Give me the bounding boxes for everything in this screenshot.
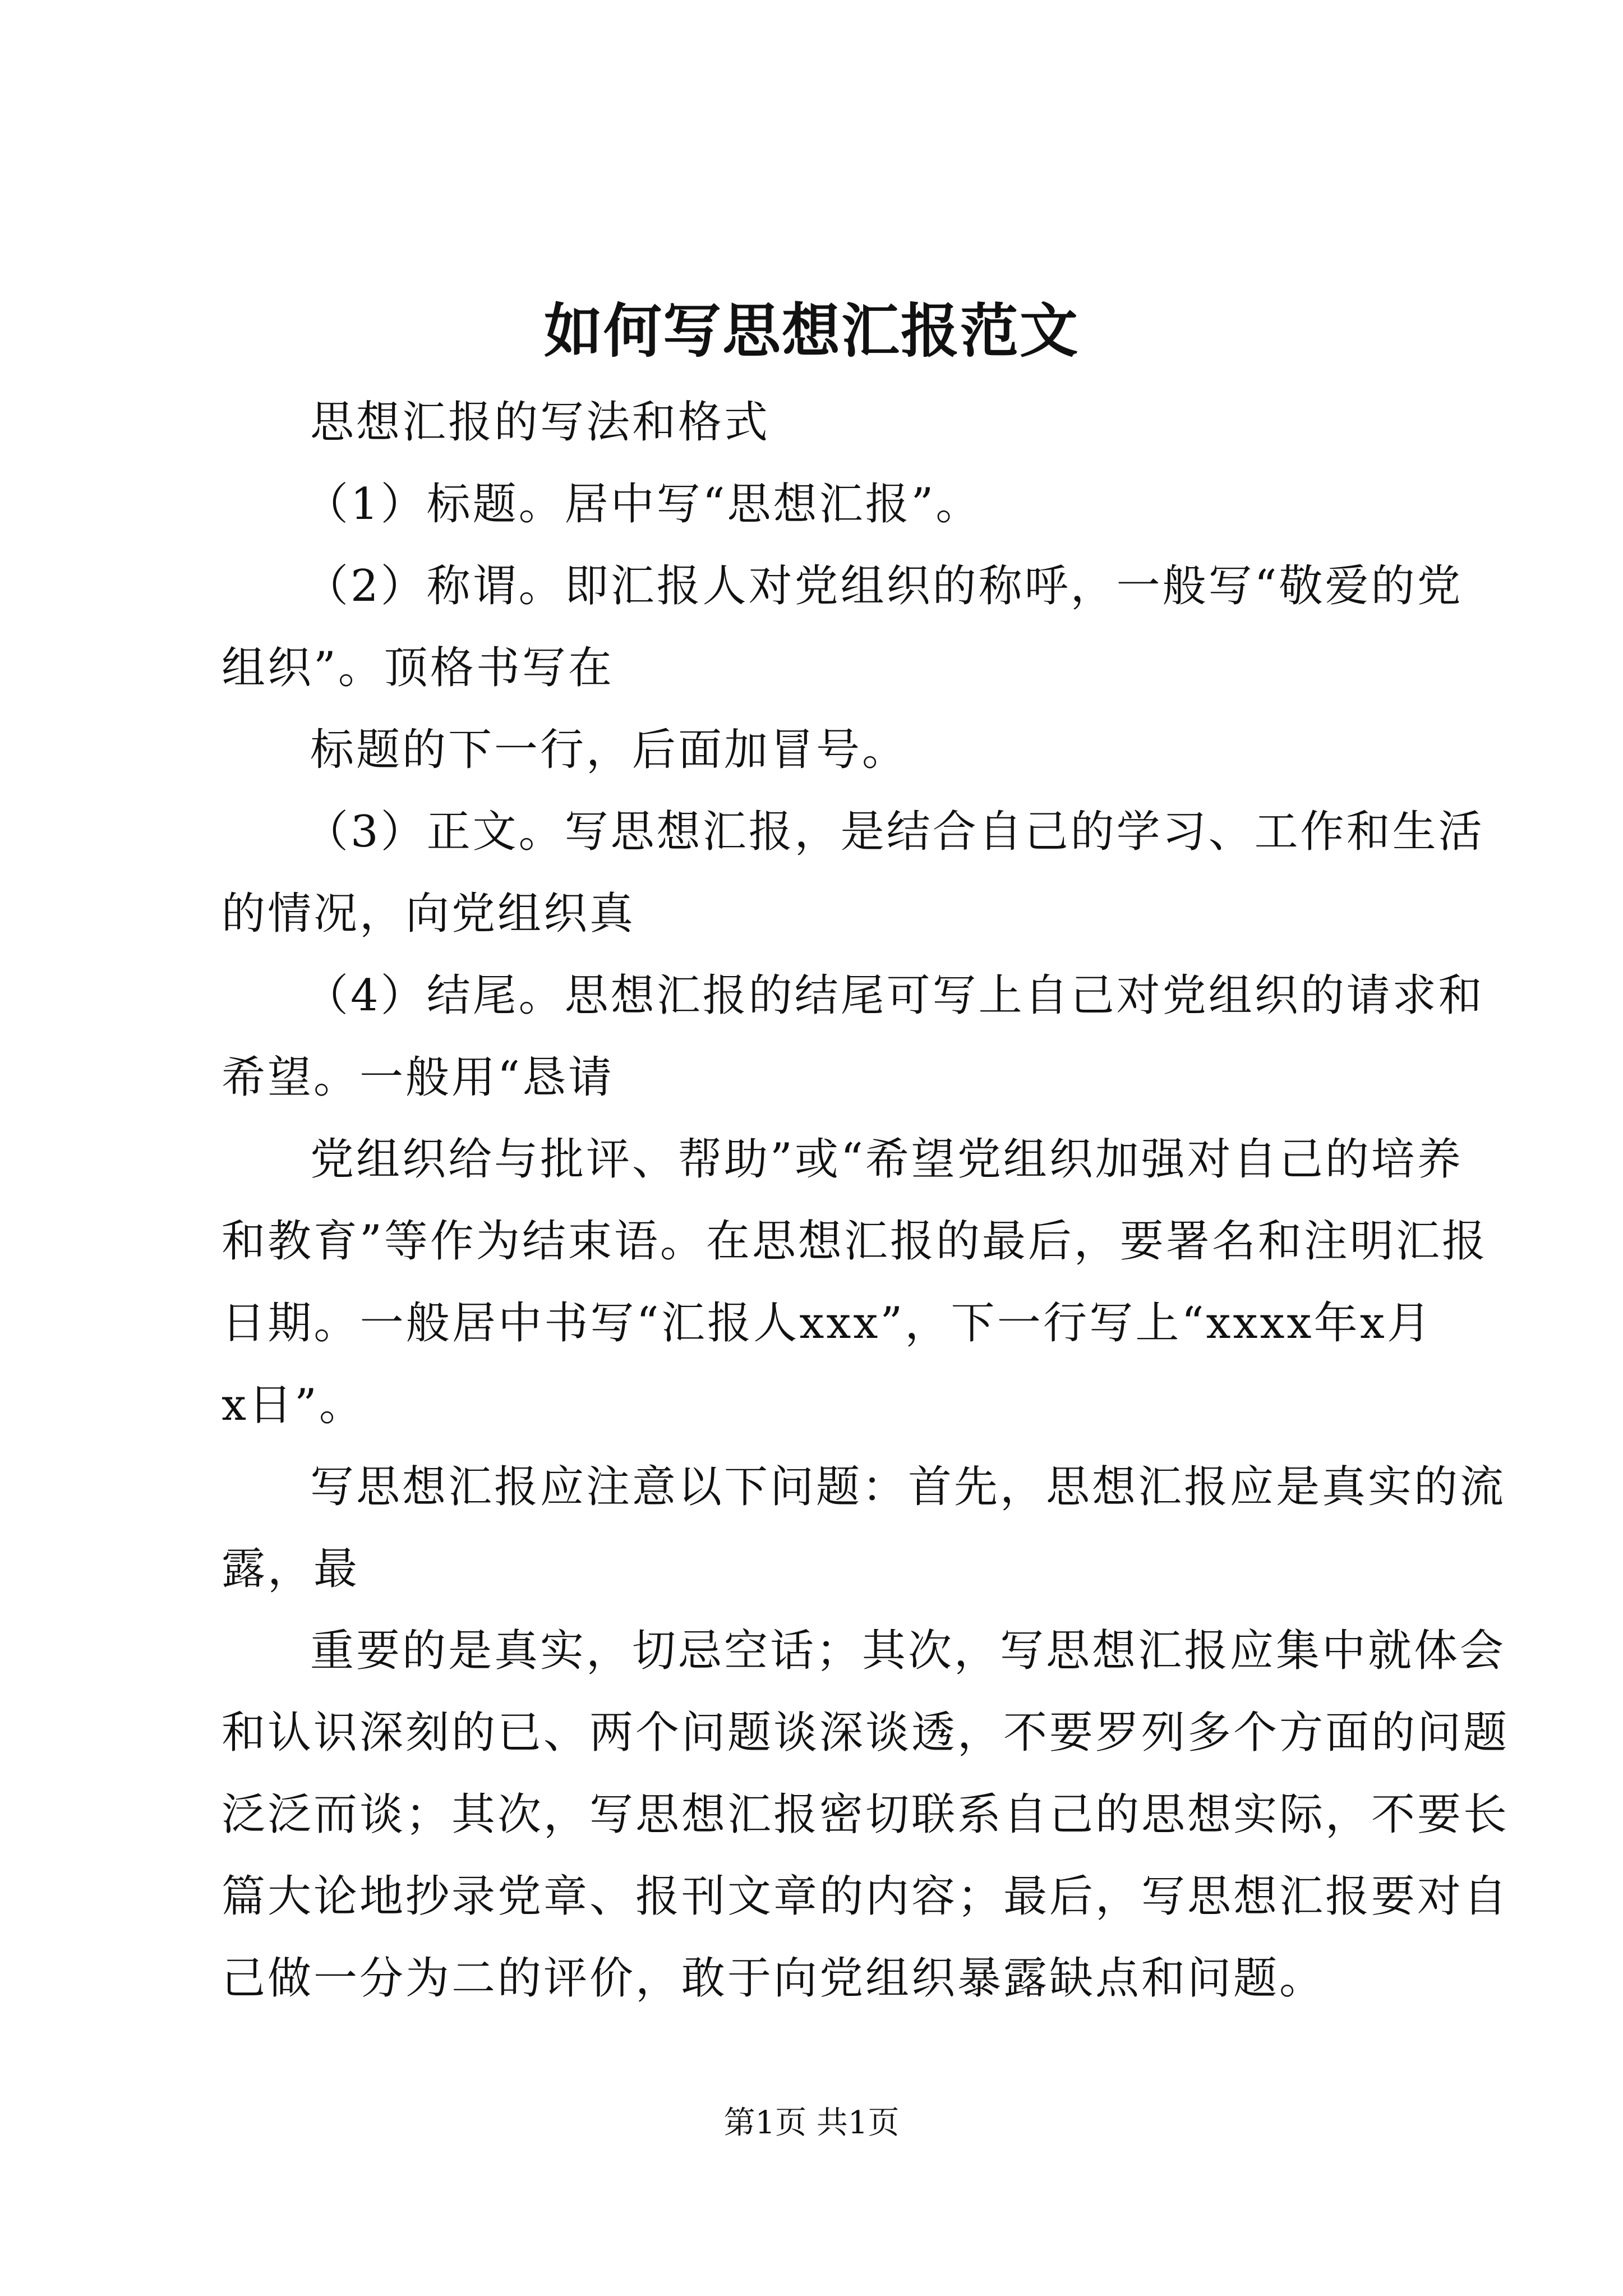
body-line: x日”。 xyxy=(222,1380,365,1430)
body-line: 己做一分为二的评价，敢于向党组织暴露缺点和问题。 xyxy=(222,1953,1326,2004)
body-line: 篇大论地抄录党章、报刊文章的内容；最后，写思想汇报要对自 xyxy=(222,1871,1510,1922)
page-footer: 第1页 共1页 xyxy=(723,2105,900,2141)
body-line: 的情况，向党组织真 xyxy=(222,889,636,939)
body-line: 思想汇报的写法和格式 xyxy=(310,397,771,448)
body-line: 日期。一般居中书写“汇报人xxx”，下一行写上“xxxx年x月 xyxy=(222,1298,1433,1349)
body-line: 写思想汇报应注意以下问题：首先，思想汇报应是真实的流 xyxy=(310,1462,1506,1512)
body-line: （3）正文。写思想汇报，是结合自己的学习、工作和生活 xyxy=(305,807,1484,857)
body-line: （4）结尾。思想汇报的结尾可写上自己对党组织的请求和 xyxy=(305,970,1484,1021)
body-line: 和教育”等作为结束语。在思想汇报的最后，要署名和注明汇报 xyxy=(222,1216,1488,1267)
body-line: 和认识深刻的已、两个问题谈深谈透，不要罗列多个方面的问题 xyxy=(222,1708,1510,1758)
body-line: 标题的下一行，后面加冒号。 xyxy=(310,725,909,775)
body-line: 露，最 xyxy=(222,1544,360,1594)
body-line: （1）标题。居中写“思想汇报”。 xyxy=(305,479,982,530)
body-line: 泛泛而谈；其次，写思想汇报密切联系自己的思想实际，不要长 xyxy=(222,1789,1510,1840)
body-line: 组织”。顶格书写在 xyxy=(222,643,614,693)
body-line: （2）称谓。即汇报人对党组织的称呼，一般写“敬爱的党 xyxy=(305,561,1463,611)
document-title: 如何写思想汇报范文 xyxy=(543,296,1079,365)
document-body xyxy=(222,381,1510,2019)
body-line: 党组织给与批评、帮助”或“希望党组织加强对自己的培养 xyxy=(310,1134,1463,1185)
body-line: 重要的是真实，切忌空话；其次，写思想汇报应集中就体会 xyxy=(310,1626,1506,1676)
body-line: 希望。一般用“恳请 xyxy=(222,1052,614,1103)
